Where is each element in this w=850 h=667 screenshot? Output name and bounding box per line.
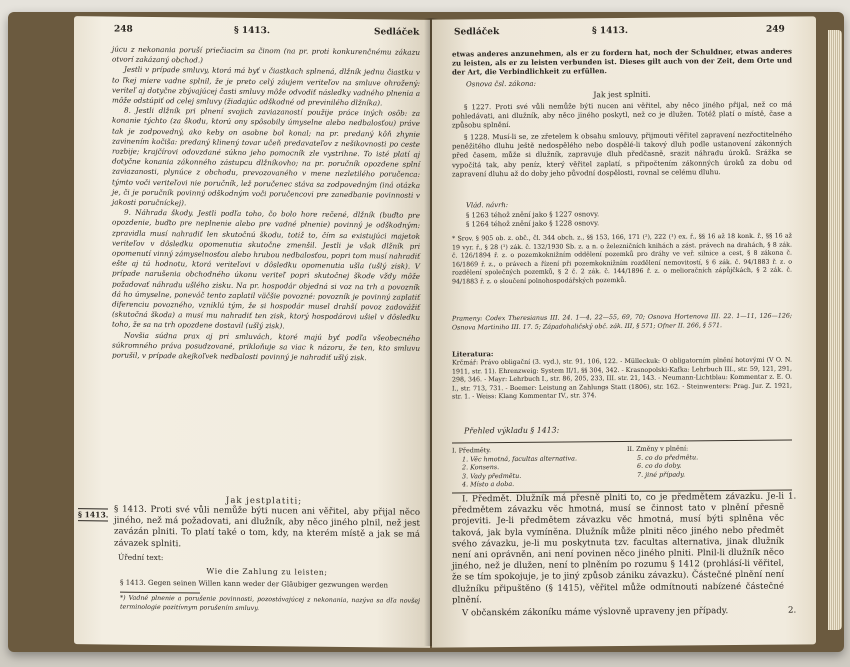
german-heading: Wie die Zahlung zu leisten;: [206, 566, 328, 577]
left-para-3: 9. Náhrada škody. Jestli podľa toho, čo bolo hore rečené, dlžník (buďto pre opozdenie, buďto pre neplnenie alebo pre vadné plnenie) povinný je odškodným: zpravidla musí nahradiť len skutočnú škodu, totiž to, čím sa existujúci majetok veriteľov v dôsledku opomenutia skutočne zmenšil. Jestli je však dlžník pri opomenutí vinný zámyselnosťou alebo hrubou nedbalosťou, popri tom musí nahradiť ešte aj tú hodnotu, ktorá veriteľovi v dôsledku opomenutia ušla (ušlý zisk). V prípade narušenia obchodného úkonu veriteľ popri skutočnej škode vždy môže požadovať náhradu ušlého zisku. Na pr. hospodár objedná si voz na trh a povozník dá ho úmyselne, poneváč tento zaplatil väčšie povozné: povozník je povinný zaplatiť diferenciu povozného, vzniklú tým, že si hospodár musel drahší povoz zadovážiť (skutočná škoda) a musí mu nahradiť ten zisk, ktorý hospodárovi ušiel v dôsledku toho, že sa na trh opozdene dostavil (ušlý zisk).: [112, 207, 420, 331]
outline-item: 6. co do doby.: [637, 461, 682, 471]
left-para-4: Novšia súdna prax aj pri smluvách, ktoré majú byť podľa všeobecného súkromného práva posudzované, prikloňuje sa viac k názoru, že ten, kto smluvu porušil, v prípade akejkoľvek nedbalosti povinný je nahradiť ušlý zisk.: [112, 330, 420, 363]
right-page-number: 249: [766, 24, 785, 35]
left-para-1: Jestli v prípade smluvy, ktorá má byť v čiastkach splnená, dlžník jednu čiastku v to ľkej miere vadne splnil, že je preto celý záujem veriteľov na smluve ohrožený: veriteľ aj dotyčne zbývajúcej časti smluvy môže odvodiť následky vadného plnenia a môže odstúpiť od celej smluvy (žiadajúc odškodné od previnilého dlžníka).: [112, 65, 420, 108]
german-text: § 1413. Gegen seinen Willen kann weder der Gläubiger gezwungen werden: [120, 578, 388, 590]
vlad-lines: [466, 209, 786, 231]
right-running-head: [432, 24, 816, 38]
srov-note: * Srov. § 905 ob. z. obč., čl. 344 obch. z., §§ 153, 166, 171 (²), 222 (¹) ex. ř., §§ 16 až 18 konk. ř., §§ 16 až 19 vyr. ř., § 28 (¹) zák. č. 132/1930 Sb. z. a n. o železničních knihách a zást. právech na drahách, § 8 zák. č. 126/1894 ř. z. o pozemkoknižním oddělení pozemků pro dráhy ve veř. silnice a cest, § 8 zákona č. 16/1869 ř. z., o právech a řízení při pozemkoknižním rozdělení nemovitostí, § 6 zák. č. 94/1883 ř. z. o rozdělení společných pozemků, § 2 č. 2 zák. č. 144/1896 ř. z. o melioračních zápůjčkách, § 2 zák. č. 94/1883 ř. z. o sloučení polnohospodářských pozemků.: [452, 232, 792, 286]
page-edges: [828, 30, 842, 630]
official-label: Úřední text:: [118, 552, 164, 563]
literatura-text: Krčmář: Právo obligační (3. vyd.), str. 91, 106, 122. - Mülleckuk: O obligatorním plnění hotovými (V O. N. 1911, str. 11). Ehrenzweig: System II/1, §§ 304, 342. - Krasnopolski-Kafka: Lehrbuch III., str. 59, 121, 291, 298, 346. - Mayr: Lehrbuch I., str. 86, 205, 233, III. str. 21, 143. - Neumann-Lichtblau: Kommentar z. E. O. I., str. 713, 731. - Boemer: Leistung an Zahlungs Statt (1806), str. 162. - Steinwenters: Prag. Jur. Z. 1921, str. 1. - Weiss: Klang Kommentar IV., str. 374.: [452, 356, 792, 401]
left-running-head: [74, 24, 430, 38]
vlad-line: § 1263 téhož znění jako § 1227 osnovy.: [466, 210, 600, 220]
left-para-0: júcu z nekonania poruší priečiacim sa činom (na pr. proti konkurenčnému zákazu otvorí zakázaný obchod.): [112, 44, 420, 65]
last-line: V občanském zákoníku máme výslovně upraveny jen případy.: [462, 606, 729, 619]
outline-item: 2. Konsens.: [462, 463, 500, 472]
literatura-label: Literatura:: [452, 350, 494, 359]
outline-right-col: [627, 444, 792, 488]
left-para-2: 8. Jestli dlžník pri plnení svojich zaviazaností použije práce iných osôb: za konanie týchto (za škodu, ktorú ony spôsobily úmyselne alebo nedbalosťou) práve tak je zodpovedný, ako keby on osobne bol konal; na pr. predaný kôň zhynie zavinením kočiša: predaný klinený tovar učeň predavateľov z nešikovnosti po ceste rozbije; krajčírovi odovzdané súkno jeho pomocník zle vystrihne. To isté platí aj dotyčne konania zákonného zástupcu dlžníkovho; na pr. poručník opozdene splní zaviazanosti, plynúce z obchodu, prevozovaného v mene nezletilého poručenca: týmto voči veriteľovi nie poručník, lež poručenec stáva sa zodpovedným (iná otázka je, či je poručník povinný odškodným voči poručencovi pre zanedbanie povinnosti v jakosti poručníckej).: [112, 105, 420, 208]
prameny: Prameny: Codex Theresianus III. 24. 1—4, 22—55, 69, 70; Osnova Hortenova III. 22. 1—11, 126—126; Osnova Martiniho III. 17. 5; Západohaličský obč. zák. III, § 571; Ofner II. 266, § 571.: [452, 312, 792, 332]
vlad-line: § 1264 téhož znění jako § 1228 osnovy.: [466, 219, 600, 229]
left-margin-label: § 1413.: [78, 510, 109, 520]
czech-paragraph: § 1413. Proti své vůli nemůže býti nucen ani věřitel, aby přijal něco jiného, než má požadovati, ani dlužník, aby něco jiného plnil, než jest zavázán plniti. To platí také o tom, kdy, na kterém místě a jak se má závazek splniti.: [114, 504, 420, 549]
margin-number-2: 2.: [788, 605, 797, 616]
osnova-heading: Jak jest splniti.: [593, 89, 651, 100]
outline-item: 4. Místo a doba.: [462, 480, 515, 489]
main-text: I. Předmět. Dlužník má přesně plniti to, co je předmětem závazku. Je-li předmětem závazku věc hmotná, musí se činnost tato v plnění přesně projeviti. Je-li předmětem závazku věc hmotná, musí býti splněna věc taková, jak byla vymíněna. Dlužník může plniti něco jiného nebo předmět svého závazku, je-li mu poskytnuta tzv. facultas alternativa, jinak dlužník není ani oprávněn, ani není povinen něco jiného plniti. Plnil-li dlužník něco jiného, než je dlužen, není to plněním po rozumu § 1412 (prohlásí-li věřitel, že se tím spokojuje, je to jiný způsob zániku závazku). Částečné plnění není dlužníku připuštěno (§ 1415), věřitel může odmítnouti nabízené částečné plnění.: [452, 491, 784, 606]
left-body-text: [112, 45, 420, 365]
footnote-rule: [120, 592, 200, 594]
right-page: [432, 16, 816, 647]
right-head-author: Sedláček: [454, 27, 500, 38]
outline-columns: [452, 444, 792, 490]
outline-item: 7. jiné případy.: [637, 470, 686, 479]
german-continuation: etwas anderes anzunehmen, als er zu fordern hat, noch der Schuldner, etwas anderes zu leisten, als er zu leisten verbunden ist. Dieses gilt auch von der Zeit, dem Orte und der Art, die Verbindlichkeit zu erfüllen.: [452, 46, 792, 77]
footnote: *) Vadné plnenie a porušenie povinnosti, pozostávajúcej z nekonania, nazýva sa dľa novšej terminologie pozitívnym porušením smluvy.: [120, 594, 420, 612]
outline-item: 5. co do předmětu.: [637, 452, 699, 462]
prehled-heading: Přehled výkladu § 1413:: [464, 425, 560, 436]
outline-left-col: [452, 445, 617, 489]
outline-item: 1. Věc hmotná, facultas alternativa.: [462, 454, 577, 464]
left-page-number: 248: [114, 24, 133, 35]
left-heading: Jak jestplatiti;: [225, 495, 303, 507]
paragraph-1227: § 1227. Proti své vůli nemůže býti nucen ani věřitel, aby něco jiného přijal, než co má pohledávati, ani dlužník, aby něco jiného poskytl, než co je dlužen. Totéž platí o místě, čase a způsobu splnění.: [452, 100, 792, 130]
left-page: [74, 16, 430, 648]
left-head-section: § 1413.: [234, 25, 271, 37]
outline-box: [452, 437, 792, 497]
osnova-label: Osnova čsl. zákona:: [466, 79, 536, 89]
paragraph-1228: § 1228. Musí-li se, ze zřetelem k obsahu smlouvy, přijmouti věřitel zapravení nezřoctitelného peněžitého dluhu ještě nedospělého nebo dospělé-li takový dluh podle ustanovení zákonných před časem, může si dlužník, zapravuje dluh předčasně, srazit náhradu úroků. Srážka se vypočítá tak, aby peníz, který věřitel zaplatí, s připočtením zákonných úroků za dobu od zapravení dluhu až do doby jeho původní dospělosti, rovnal se celému dluhu.: [452, 130, 792, 179]
outline-rule-top: [452, 440, 792, 444]
outline-item: I. Předměty.: [452, 446, 492, 455]
margin-number-1: 1.: [788, 491, 797, 502]
right-head-section: § 1413.: [592, 25, 629, 37]
outline-item: II. Změny v plnění:: [627, 444, 689, 453]
vlad-label: Vlád. návrh:: [466, 201, 508, 210]
left-head-author: Sedláček: [374, 27, 420, 38]
outline-item: 3. Vady předmětu.: [462, 471, 522, 481]
